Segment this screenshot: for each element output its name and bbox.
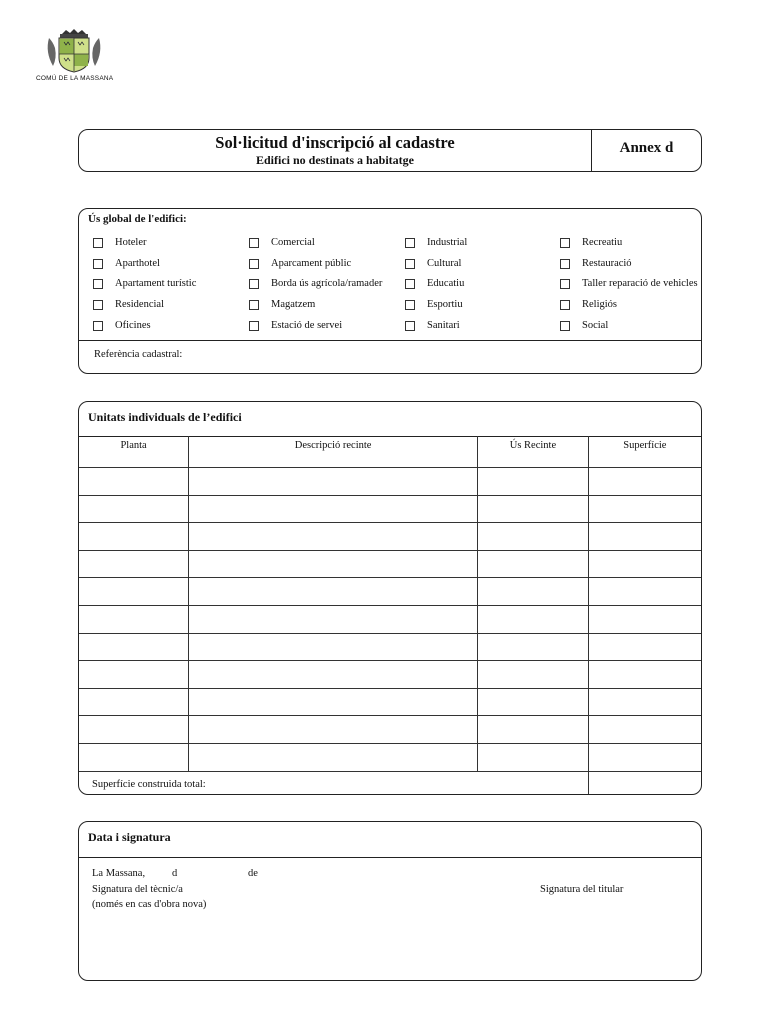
planta-cell[interactable] — [79, 688, 189, 716]
superficie-cell[interactable] — [588, 578, 701, 606]
superficie-cell[interactable] — [588, 468, 701, 496]
option-label: Sanitari — [427, 320, 460, 331]
table-row — [79, 468, 701, 496]
descripcio-cell[interactable] — [189, 716, 478, 744]
option-label: Estació de servei — [271, 320, 343, 331]
planta-cell[interactable] — [79, 578, 189, 606]
option-label: Hoteler — [115, 237, 147, 248]
option-label: Oficines — [115, 320, 151, 331]
unitats-section — [78, 401, 702, 795]
table-row — [79, 716, 701, 744]
descripcio-cell[interactable] — [189, 688, 478, 716]
month-label: de — [248, 868, 258, 879]
coat-of-arms-icon — [43, 28, 105, 74]
planta-cell[interactable] — [79, 633, 189, 661]
planta-cell[interactable] — [79, 523, 189, 551]
planta-cell[interactable] — [79, 495, 189, 523]
superficie-total-label: Superfície construida total: — [79, 771, 588, 795]
planta-cell[interactable] — [79, 550, 189, 578]
option-label: Recreatiu — [582, 237, 623, 248]
checkbox-religios[interactable] — [560, 300, 570, 310]
col-us-recinte: Ús Recinte — [478, 437, 589, 468]
descripcio-cell[interactable] — [189, 578, 478, 606]
us-cell[interactable] — [478, 716, 589, 744]
unitats-heading: Unitats individuals de l’edifici — [88, 410, 242, 424]
total-row — [79, 771, 701, 795]
place-label: La Massana, — [92, 868, 146, 879]
checkbox-recreatiu[interactable] — [560, 238, 570, 248]
checkbox-taller[interactable] — [560, 279, 570, 289]
descripcio-cell[interactable] — [189, 743, 478, 771]
descripcio-cell[interactable] — [189, 605, 478, 633]
logo-caption: COMÚ DE LA MASSANA — [36, 75, 114, 82]
superficie-cell[interactable] — [588, 605, 701, 633]
table-row — [79, 605, 701, 633]
checkbox-comercial[interactable] — [249, 238, 259, 248]
checkbox-apartament-turistic[interactable] — [93, 279, 103, 289]
checkbox-social[interactable] — [560, 321, 570, 331]
planta-cell[interactable] — [79, 468, 189, 496]
checkbox-residencial[interactable] — [93, 300, 103, 310]
descripcio-cell[interactable] — [189, 661, 478, 689]
col-planta: Planta — [79, 437, 189, 468]
option-label: Comercial — [271, 237, 315, 248]
checkbox-borda[interactable] — [249, 279, 259, 289]
day-label: d — [172, 868, 178, 879]
option-label: Aparthotel — [115, 258, 160, 269]
descripcio-cell[interactable] — [189, 495, 478, 523]
option-label: Social — [582, 320, 609, 331]
table-row — [79, 578, 701, 606]
form-header — [78, 129, 702, 172]
superficie-cell[interactable] — [588, 716, 701, 744]
superficie-cell[interactable] — [588, 633, 701, 661]
superficie-cell[interactable] — [588, 661, 701, 689]
option-label: Esportiu — [427, 299, 463, 310]
form-subtitle: Edifici no destinats a habitatge — [255, 153, 414, 167]
unitats-table — [79, 436, 701, 795]
us-cell[interactable] — [478, 523, 589, 551]
us-global-section — [78, 208, 702, 374]
checkbox-estacio-servei[interactable] — [249, 321, 259, 331]
option-label: Cultural — [427, 258, 462, 269]
descripcio-cell[interactable] — [189, 468, 478, 496]
option-label: Educatiu — [427, 278, 465, 289]
table-row — [79, 743, 701, 771]
superficie-total-cell[interactable] — [588, 771, 701, 795]
annex-label: Annex d — [591, 130, 701, 171]
option-label: Aparcament públic — [271, 258, 352, 269]
signatura-tecnic-label: Signatura del tècnic/a — [92, 884, 183, 895]
checkbox-aparcament-public[interactable] — [249, 259, 259, 269]
superficie-cell[interactable] — [588, 688, 701, 716]
checkbox-esportiu[interactable] — [405, 300, 415, 310]
checkbox-aparthotel[interactable] — [93, 259, 103, 269]
checkbox-hoteler[interactable] — [93, 238, 103, 248]
planta-cell[interactable] — [79, 605, 189, 633]
us-cell[interactable] — [478, 605, 589, 633]
signatura-tecnic-note: (només en cas d'obra nova) — [92, 899, 207, 910]
divider — [79, 340, 701, 341]
option-label: Apartament turístic — [115, 278, 197, 289]
divider — [79, 857, 701, 858]
us-cell[interactable] — [478, 661, 589, 689]
us-cell[interactable] — [478, 495, 589, 523]
checkbox-sanitari[interactable] — [405, 321, 415, 331]
us-cell[interactable] — [478, 578, 589, 606]
checkbox-cultural[interactable] — [405, 259, 415, 269]
descripcio-cell[interactable] — [189, 523, 478, 551]
option-label: Religiós — [582, 299, 618, 310]
signatura-titular-label: Signatura del titular — [540, 884, 624, 895]
table-header-row — [79, 437, 701, 468]
checkbox-magatzem[interactable] — [249, 300, 259, 310]
planta-cell[interactable] — [79, 661, 189, 689]
planta-cell[interactable] — [79, 716, 189, 744]
superficie-cell[interactable] — [588, 550, 701, 578]
table-row — [79, 495, 701, 523]
option-label: Industrial — [427, 237, 468, 248]
table-row — [79, 550, 701, 578]
checkbox-industrial[interactable] — [405, 238, 415, 248]
descripcio-cell[interactable] — [189, 633, 478, 661]
descripcio-cell[interactable] — [189, 550, 478, 578]
table-row — [79, 661, 701, 689]
option-label: Magatzem — [271, 299, 316, 310]
us-cell[interactable] — [478, 743, 589, 771]
option-label: Borda ús agrícola/ramader — [271, 278, 383, 289]
signatura-heading: Data i signatura — [88, 830, 171, 844]
checkbox-oficines[interactable] — [93, 321, 103, 331]
form-title: Sol·licitud d'inscripció al cadastre — [215, 133, 455, 152]
title-block — [79, 130, 591, 171]
option-label: Residencial — [115, 299, 164, 310]
table-row — [79, 688, 701, 716]
superficie-cell[interactable] — [588, 743, 701, 771]
table-row — [79, 523, 701, 551]
checkbox-restauracio[interactable] — [560, 259, 570, 269]
checkbox-educatiu[interactable] — [405, 279, 415, 289]
option-label: Restauració — [582, 258, 632, 269]
referencia-cadastral-label: Referència cadastral: — [94, 349, 183, 360]
signatura-section — [78, 821, 702, 981]
superficie-cell[interactable] — [588, 523, 701, 551]
col-superficie: Superfície — [588, 437, 701, 468]
superficie-cell[interactable] — [588, 495, 701, 523]
table-row — [79, 633, 701, 661]
logo — [36, 28, 112, 82]
us-cell[interactable] — [478, 633, 589, 661]
option-label: Taller reparació de vehicles — [582, 278, 698, 289]
us-global-heading: Ús global de l'edifici: — [88, 213, 187, 225]
planta-cell[interactable] — [79, 743, 189, 771]
col-descripcio: Descripció recinte — [189, 437, 478, 468]
us-cell[interactable] — [478, 688, 589, 716]
us-cell[interactable] — [478, 550, 589, 578]
us-cell[interactable] — [478, 468, 589, 496]
